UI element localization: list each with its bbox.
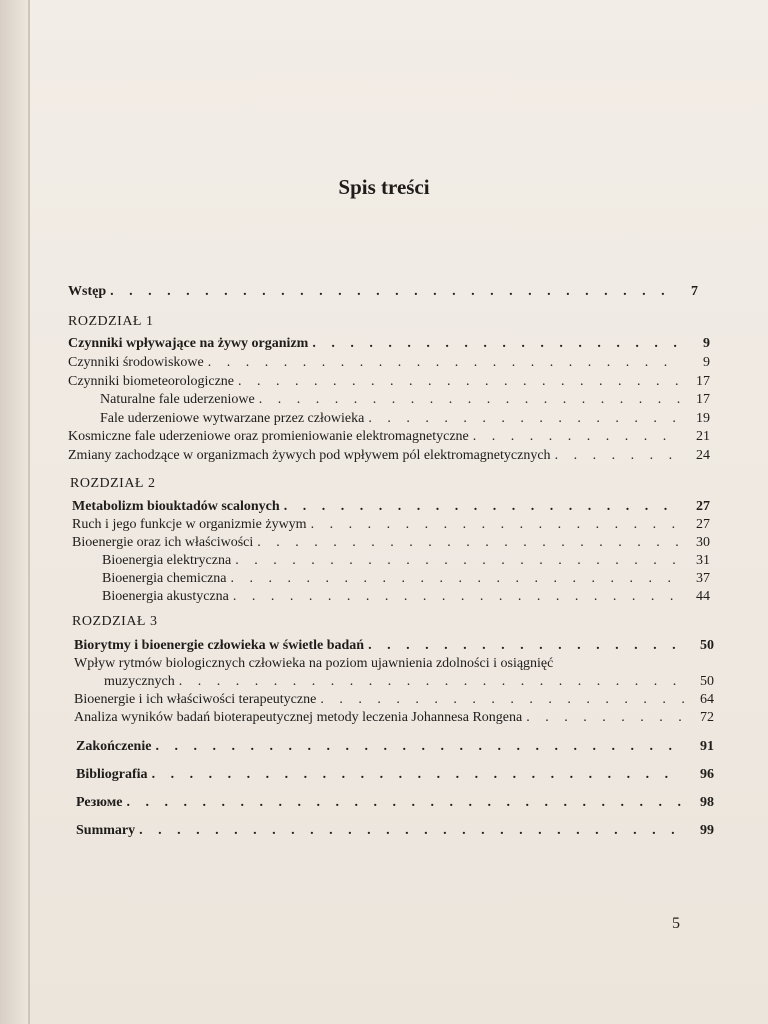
leader-dots xyxy=(135,823,684,839)
toc-entry-summary xyxy=(76,823,714,839)
toc-label: Bibliografia xyxy=(76,767,148,782)
toc-page: 72 xyxy=(700,710,714,725)
toc-entry xyxy=(102,553,710,569)
book-gutter xyxy=(0,0,28,1024)
toc-page: 30 xyxy=(696,535,710,550)
toc-label: Czynniki biometeorologiczne xyxy=(68,374,235,389)
leader-dots xyxy=(308,336,680,352)
toc-page: 27 xyxy=(696,499,710,514)
toc-label: Wstęp xyxy=(68,284,107,299)
toc-entry xyxy=(102,571,710,587)
toc-entry xyxy=(72,517,710,533)
toc-page: 17 xyxy=(696,392,710,407)
leader-dots xyxy=(253,535,680,551)
toc-label: Zmiany zachodzące w organizmach żywych pod wpływem pól elektromagnetycznych xyxy=(68,448,551,463)
leader-dots xyxy=(106,284,668,300)
toc-page: 37 xyxy=(696,571,710,586)
toc-entry xyxy=(68,355,710,371)
toc-page: 31 xyxy=(696,553,710,568)
toc-page: 96 xyxy=(700,767,714,782)
toc-entry xyxy=(74,692,714,708)
leader-dots xyxy=(204,355,680,371)
toc-entry xyxy=(102,589,710,605)
toc-label: Zakończenie xyxy=(76,739,152,754)
toc-entry-resume xyxy=(76,795,714,811)
leader-dots xyxy=(280,499,680,515)
toc-page: 27 xyxy=(696,517,710,532)
leader-dots xyxy=(307,517,680,533)
leader-dots xyxy=(227,571,680,587)
toc-label: Bioenergie oraz ich właściwości xyxy=(72,535,254,550)
chapter-heading-1: ROZDZIAŁ 1 xyxy=(68,314,154,329)
toc-label: Bioenergie i ich właściwości terapeutyczne xyxy=(74,692,317,707)
toc-label: Summary xyxy=(76,823,136,838)
leader-dots xyxy=(551,448,680,464)
toc-label: Bioenergia chemiczna xyxy=(102,571,227,586)
page-title: Spis treści xyxy=(338,175,430,199)
leader-dots xyxy=(234,374,680,390)
chapter-heading-3: ROZDZIAŁ 3 xyxy=(72,614,158,629)
toc-label: Biorytmy i bioenergie człowieka w świetle badań xyxy=(74,638,365,653)
leader-dots xyxy=(175,674,684,690)
toc-entry xyxy=(72,535,710,551)
toc-entry-conclusion xyxy=(76,739,714,755)
toc-label-line2: muzycznych xyxy=(104,674,175,689)
toc-page: 9 xyxy=(703,336,710,351)
toc-entry-bibliography xyxy=(76,767,714,783)
leader-dots xyxy=(364,411,680,427)
leader-dots xyxy=(522,710,684,726)
leader-dots xyxy=(231,553,680,569)
toc-page: 91 xyxy=(700,739,714,754)
toc-label-line1: Wpływ rytmów biologicznych człowieka na poziom ujawnienia zdolności i osiągnięć xyxy=(74,656,554,671)
chapter-heading-2: ROZDZIAŁ 2 xyxy=(70,476,156,491)
leader-dots xyxy=(122,795,684,811)
toc-entry xyxy=(68,429,710,445)
toc-entry-intro xyxy=(68,284,698,300)
toc-label: Ruch i jego funkcje w organizmie żywym xyxy=(72,517,307,532)
leader-dots xyxy=(364,638,684,654)
toc-label: Bioenergia elektryczna xyxy=(102,553,232,568)
toc-label: Fale uderzeniowe wytwarzane przez człowieka xyxy=(100,411,365,426)
toc-entry xyxy=(68,374,710,390)
toc-label: Metabolizm biouktadów scalonych xyxy=(72,499,280,514)
toc-page: 9 xyxy=(703,355,710,370)
toc-page: 50 xyxy=(700,674,714,689)
toc-label: Czynniki środowiskowe xyxy=(68,355,204,370)
toc-label: Резюме xyxy=(76,795,123,810)
toc-label: Analiza wyników badań bioterapeutycznej metody leczenia Johannesa Rongena xyxy=(74,710,523,725)
toc-page: 17 xyxy=(696,374,710,389)
toc-page: 7 xyxy=(691,284,698,299)
toc-label: Kosmiczne fale uderzeniowe oraz promieniowanie elektromagnetyczne xyxy=(68,429,469,444)
toc-entry xyxy=(104,674,714,690)
toc-page: 99 xyxy=(700,823,714,838)
toc-entry xyxy=(68,336,710,352)
toc-entry xyxy=(74,710,714,726)
toc-page: 21 xyxy=(696,429,710,444)
page-number: 5 xyxy=(672,915,680,932)
toc-label: Bioenergia akustyczna xyxy=(102,589,229,604)
toc-entry xyxy=(100,392,710,408)
leader-dots xyxy=(316,692,684,708)
leader-dots xyxy=(229,589,680,605)
leader-dots xyxy=(151,739,684,755)
toc-label: Naturalne fale uderzeniowe xyxy=(100,392,255,407)
leader-dots xyxy=(148,767,684,783)
leader-dots xyxy=(255,392,680,408)
toc-page: 44 xyxy=(696,589,710,604)
toc-page: 98 xyxy=(700,795,714,810)
toc-entry xyxy=(100,411,710,427)
toc-page: 24 xyxy=(696,448,710,463)
leader-dots xyxy=(469,429,680,445)
toc-entry xyxy=(68,448,710,464)
toc-label: Czynniki wpływające na żywy organizm xyxy=(68,336,309,351)
toc-entry xyxy=(74,638,714,654)
toc-page: 19 xyxy=(696,411,710,426)
toc-entry xyxy=(72,499,710,515)
toc-page: 64 xyxy=(700,692,714,707)
toc-page: 50 xyxy=(700,638,714,653)
